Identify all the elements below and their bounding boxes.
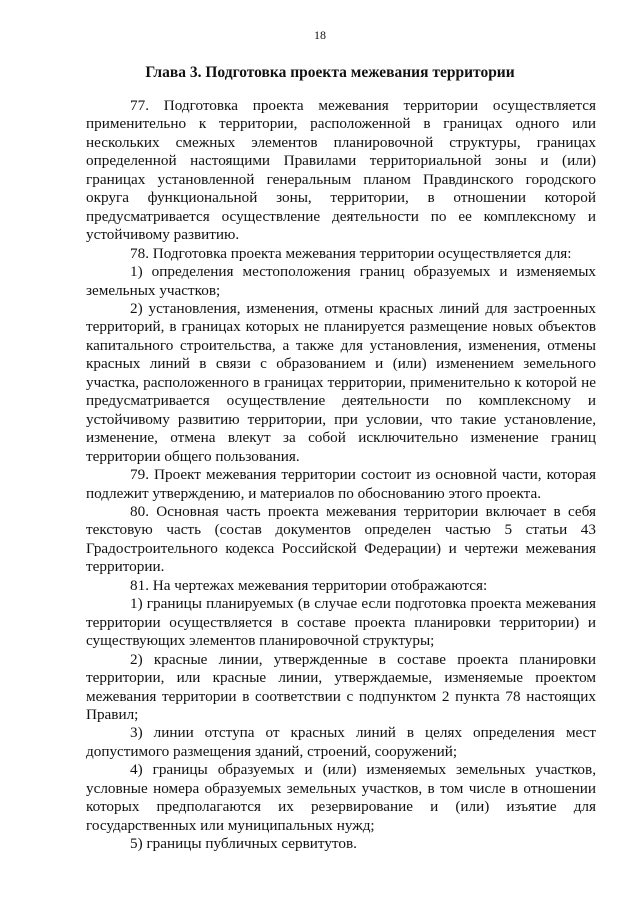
paragraph-78-item-2: 2) установления, изменения, отмены красных линий для застроенных территорий, в границах которых не планируется размещение новых объектов капитального строительства, а также для установления, изменения, отмены красных линий в связи с образованием и (или) изменением земельного участка, расположенного в границах территории, применительно к которой не предусматривается осуществление деятельности по комплексному и устойчивому развитию территории, при условии, что такие установление, изменение, отмена влекут за собой исключительно изменение границ территории общего пользования. bbox=[86, 299, 596, 465]
chapter-title: Глава 3. Подготовка проекта межевания территории bbox=[145, 64, 515, 81]
paragraph-78: 78. Подготовка проекта межевания территории осуществляется для: bbox=[130, 244, 572, 262]
paragraph-81-item-3: 3) линии отступа от красных линий в целях определения мест допустимого размещения зданий, строений, сооружений; bbox=[86, 724, 596, 760]
paragraph-81-item-1: 1) границы планируемых (в случае если подготовка проекта межевания территории осуществляется в составе проекта планировки территории) и существующих элементов планировочной структуры; bbox=[86, 595, 596, 650]
paragraph-78-item-1: 1) определения местоположения границ образуемых и изменяемых земельных участков; bbox=[86, 263, 596, 299]
paragraph-81-item-5: 5) границы публичных сервитутов. bbox=[130, 835, 357, 853]
document-body bbox=[86, 97, 596, 854]
paragraph-81: 81. На чертежах межевания территории отображаются: bbox=[130, 576, 488, 594]
paragraph-77: 77. Подготовка проекта межевания территории осуществляется применительно к территории, расположенной в границах одного или нескольких смежных элементов планировочной структуры, границах определенной настоящими Правилами территориальной зоны и (или) границах установленной генеральным планом Правдинского городского округа функциональной зоны, территории, в отношении которой предусматривается осуществление деятельности по ее комплексному и устойчивому развитию. bbox=[86, 97, 596, 244]
paragraph-79: 79. Проект межевания территории состоит из основной части, которая подлежит утверждению, и материалов по обоснованию этого проекта. bbox=[86, 466, 596, 502]
paragraph-81-item-4: 4) границы образуемых и (или) изменяемых земельных участков, условные номера образуемых земельных участков, в том числе в отношении которых предполагаются их резервирование и (или) изъятие для государственных или муниципальных нужд; bbox=[86, 761, 596, 834]
paragraph-80: 80. Основная часть проекта межевания территории включает в себя текстовую часть (состав документов определен частью 5 статьи 43 Градостроительного кодекса Российской Федерации) и чертежи межевания территории. bbox=[86, 502, 596, 576]
page-number: 18 bbox=[314, 28, 326, 42]
paragraph-81-item-2: 2) красные линии, утвержденные в составе проекта планировки территории, или красные линии, утверждаемые, изменяемые проектом межевания территории в соответствии с подпунктом 2 пункта 78 настоящих Правил; bbox=[86, 650, 596, 723]
